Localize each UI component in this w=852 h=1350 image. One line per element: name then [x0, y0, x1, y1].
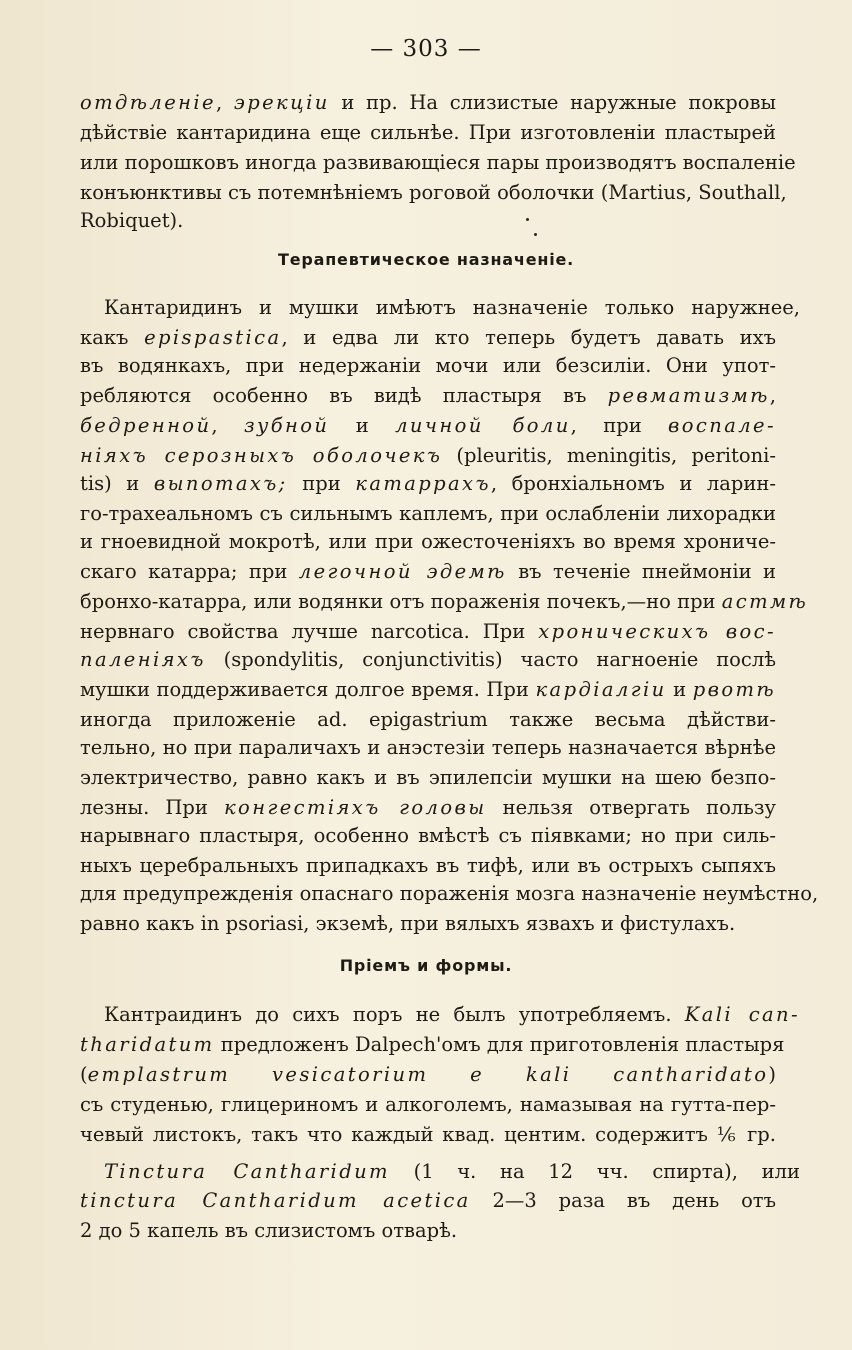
emphasized-text: epispastica [144, 326, 282, 349]
text-line [80, 441, 776, 471]
text-line [80, 293, 800, 323]
text-line [80, 733, 776, 763]
text-run: въ водянкахъ, при недержаніи мочи или безсиліи. Они упот- [80, 354, 776, 377]
text-run: лезны. При [80, 796, 225, 819]
text-run: предложенъ Dalpech'омъ для приготовленія пластыря [214, 1033, 785, 1056]
text-run: дѣйствіе кантаридина еще сильнѣе. При изготовленіи пластырей [80, 121, 776, 144]
text-run: нельзя отвергать пользу [486, 796, 776, 819]
text-line [80, 323, 776, 353]
text-line [80, 469, 776, 499]
emphasized-text: зубной [243, 414, 330, 437]
text-line [80, 821, 776, 851]
text-line [80, 793, 776, 823]
text-line [80, 879, 819, 909]
text-line [80, 1060, 776, 1090]
text-line [80, 118, 776, 148]
text-line [80, 527, 776, 557]
text-line [80, 1000, 800, 1030]
text-line [80, 645, 776, 675]
emphasized-text: выпотахъ; [153, 472, 288, 495]
text-run: нарывнаго пластыря, особенно вмѣстѣ съ піявками; но при силь- [80, 824, 776, 847]
page-number: — 303 — [370, 36, 482, 62]
text-run: чевый листокъ, такъ что каждый квад. центим. содержитъ ⅙ гр. [80, 1123, 776, 1146]
text-run: (pleuritis, meningitis, peritoni- [442, 444, 776, 467]
text-line [80, 1090, 776, 1120]
emphasized-text: Kali can- [684, 1003, 800, 1026]
text-line [80, 88, 776, 118]
text-run: какъ [80, 326, 145, 349]
text-run: бронхо-катарра, или водянки отъ пораженія почекъ,—но при [80, 590, 722, 613]
emphasized-text: рвотѣ [692, 678, 776, 701]
emphasized-text: легочной эдемѣ [298, 560, 507, 583]
text-line [80, 411, 776, 441]
emphasized-text: астмѣ [721, 590, 809, 613]
emphasized-text: катаррахъ [355, 472, 491, 495]
text-run: ныхъ церебральныхъ припадкахъ въ тифѣ, или въ острыхъ сыпяхъ [80, 854, 776, 877]
text-run: ) [768, 1063, 776, 1086]
text-line [80, 557, 776, 587]
text-run: , при [570, 414, 669, 437]
text-line [80, 381, 776, 411]
text-run: Кантраидинъ до сихъ поръ не былъ употребляемъ. [104, 1003, 685, 1026]
text-run: Robiquet). [80, 209, 184, 232]
text-line [80, 851, 776, 881]
text-line [80, 705, 776, 735]
text-line [80, 617, 776, 647]
text-line [80, 763, 776, 793]
text-run: въ теченіе пнеймоніи и [506, 560, 776, 583]
text-line [80, 1216, 776, 1246]
text-line [80, 1157, 800, 1187]
section-heading-therapeutic: Терапевтическое назначеніе. [277, 250, 575, 269]
text-run: , [215, 91, 234, 114]
emphasized-text: личной боли [395, 414, 571, 437]
emphasized-text: Tinctura Cantharidum [104, 1160, 390, 1183]
text-run: и гноевидной мокротѣ, или при ожесточеніяхъ во время хрониче- [80, 530, 776, 553]
emphasized-text: ревматизмѣ [607, 384, 770, 407]
text-run: , [769, 384, 776, 407]
text-run: и [329, 414, 396, 437]
text-run: электричество, равно какъ и въ эпилепсіи мушки на шею безпо- [80, 766, 776, 789]
text-run: , [211, 414, 244, 437]
print-speck [534, 233, 537, 236]
text-run: и [666, 678, 693, 701]
text-line [80, 675, 776, 705]
text-run: 2—3 раза въ день отъ [470, 1189, 777, 1212]
emphasized-text: эрекціи [233, 91, 330, 114]
text-run: ( [80, 1063, 88, 1086]
emphasized-text: воспале- [668, 414, 776, 437]
emphasized-text: emplastrum vesicatorium e kali cantharidato [87, 1063, 769, 1086]
text-run: и пр. На слизистые наружные покровы [329, 91, 776, 114]
text-line [80, 909, 776, 939]
text-run: , бронхіальномъ и ларин- [490, 472, 776, 495]
text-run: иногда приложеніе ad. epigastrium также весьма дѣйстви- [80, 708, 776, 731]
text-run: мушки поддерживается долгое время. При [80, 678, 536, 701]
text-run: скаго катарра; при [80, 560, 299, 583]
text-run: конъюнктивы съ потемнѣніемъ роговой оболочки (Martius, Southall, [80, 181, 787, 204]
section-heading-dosage: Пріемъ и формы. [339, 956, 513, 975]
text-run: 2 до 5 капель въ слизистомъ отварѣ. [80, 1219, 458, 1242]
text-run: tis) и [80, 472, 154, 495]
text-run: при [287, 472, 356, 495]
text-run: нервнаго свойства лучше narcotica. При [80, 620, 539, 643]
text-run: равно какъ in psoriasi, экземѣ, при вялыхъ язвахъ и фистулахъ. [80, 912, 736, 935]
text-line [80, 587, 809, 617]
emphasized-text: конгестіяхъ головы [224, 796, 487, 819]
emphasized-text: бедренной [80, 414, 212, 437]
text-run: (spondylitis, conjunctivitis) часто нагноеніе послѣ [205, 648, 776, 671]
text-run: съ студенью, глицериномъ и алкоголемъ, намазывая на гутта-пер- [80, 1093, 776, 1116]
emphasized-text: кардіалгіи [535, 678, 667, 701]
emphasized-text: паленіяхъ [80, 648, 206, 671]
text-run: или порошковъ иногда развивающіеся пары производятъ воспаленіе [80, 151, 796, 174]
text-run: тельно, но при параличахъ и анэстезіи теперь назначается вѣрнѣе [80, 736, 776, 759]
text-run: для предупрежденія опаснаго пораженія мозга назначеніе неумѣстно, [80, 882, 819, 905]
text-run: го-трахеальномъ съ сильнымъ каплемъ, при ослабленіи лихорадки [80, 502, 776, 525]
emphasized-text: tharidatum [80, 1033, 215, 1056]
emphasized-text: хроническихъ вос- [538, 620, 776, 643]
text-line [80, 1030, 785, 1060]
text-run: , и едва ли кто теперь будетъ давать ихъ [281, 326, 777, 349]
emphasized-text: отдѣленіе [80, 91, 216, 114]
text-line [80, 1120, 776, 1150]
print-speck [526, 218, 529, 221]
text-line [80, 178, 787, 208]
text-line [80, 206, 776, 236]
text-line [80, 1186, 776, 1216]
text-line [80, 351, 776, 381]
emphasized-text: ніяхъ серозныхъ оболочекъ [80, 444, 443, 467]
text-run: ребляются особенно въ видѣ пластыря въ [80, 384, 608, 407]
text-line [80, 499, 776, 529]
text-line [80, 148, 796, 178]
text-run: (1 ч. на 12 чч. спирта), или [389, 1160, 800, 1183]
emphasized-text: tinctura Cantharidum acetica [80, 1189, 471, 1212]
text-run: Кантаридинъ и мушки имѣютъ назначеніе только наружнее, [104, 296, 800, 319]
